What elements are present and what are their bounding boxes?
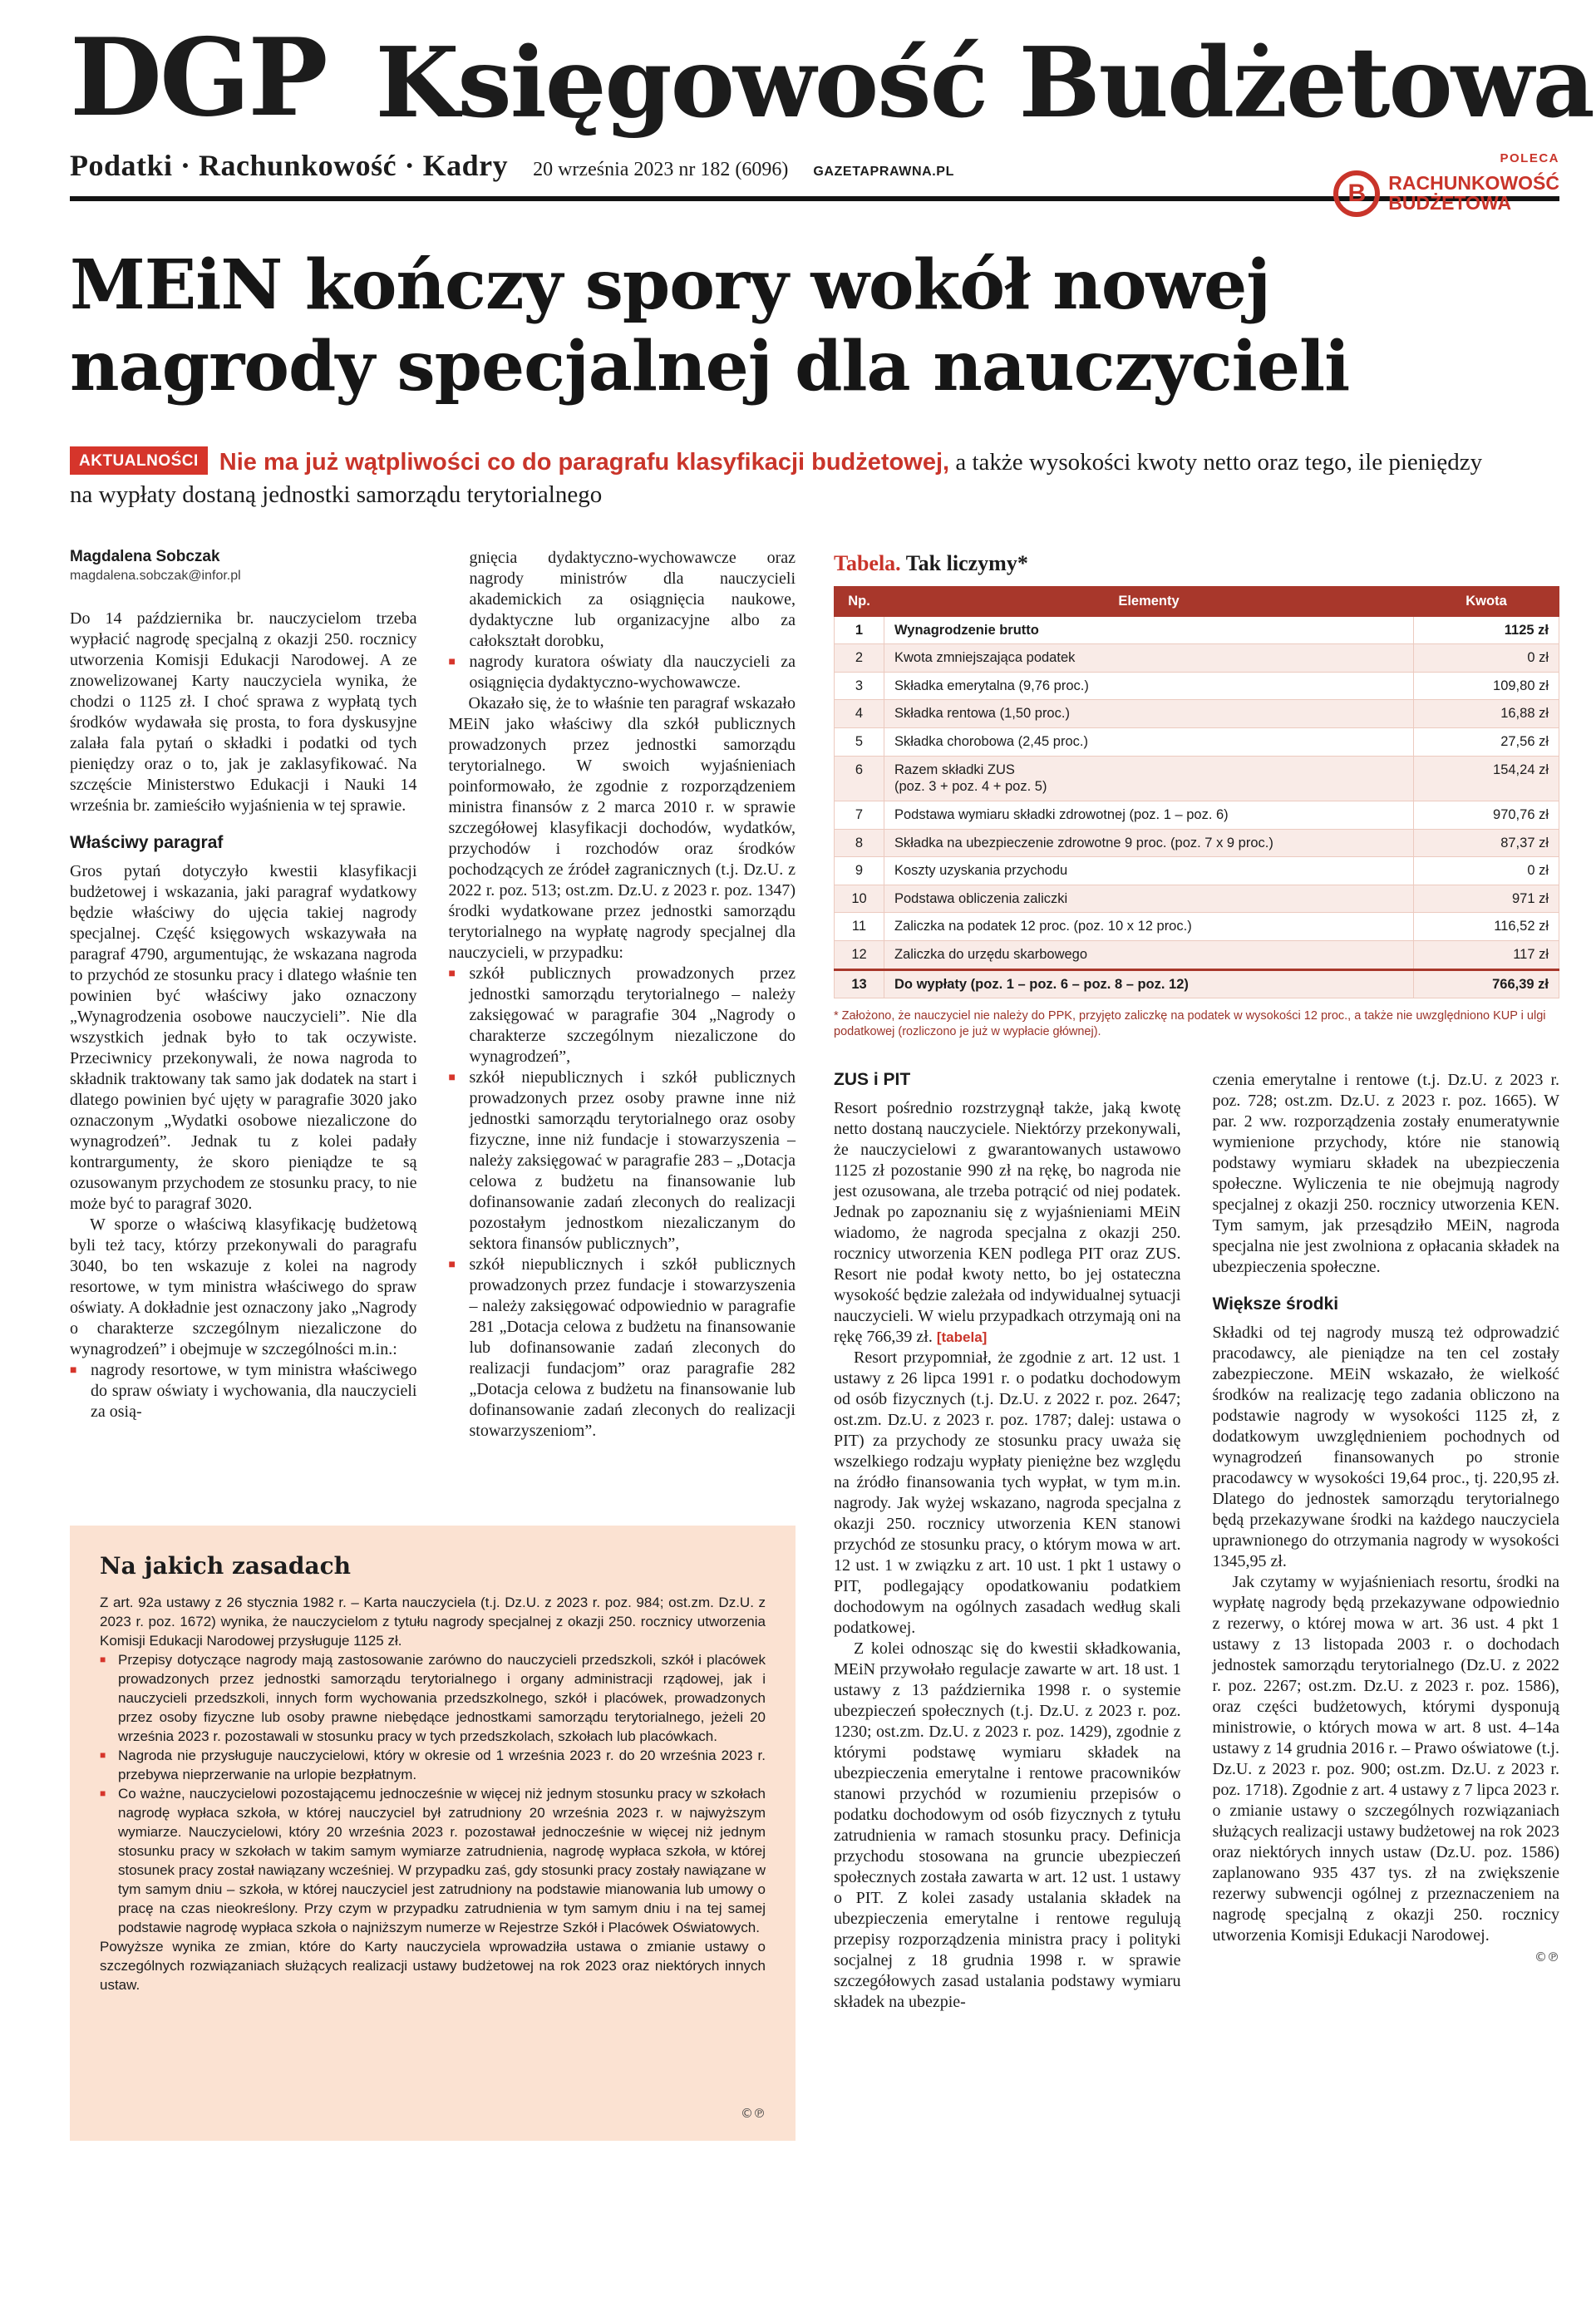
paragraph: Resort przypomniał, że zgodnie z art. 12 ust. 1 ustawy z 26 lipca 1991 r. o podatku dochodowym od osób fizycznych (t.j. Dz.U. z 2022 r. poz. 2647; ost.zm. Dz.U. z 2023 r. poz. 1787; dalej: ustawa o PIT) za przychody ze stosunku pracy uważa się wszelkiego rodzaju wypłaty pieniężne bez względu na źródło finansowania tych wypłat, w tym m.in. nagrody. Jak wyżej wskazano, nagroda specjalna z okazji 250. rocznicy utworzenia KEN stanowi przychód ze stosunku pracy, o którym mowa w art. 12 ust. 1 w związku z art. 10 ust. 1 pkt 1 ustawy o PIT, podlegający opodatkowaniu podatkiem dochodowym na ogólnych zasadach według skali podatkowej. — [834, 1348, 1181, 1638]
cell-amount: 154,24 zł — [1414, 756, 1559, 801]
box-paragraph: Powyższe wynika ze zmian, które do Karty nauczyciela wprowadziła ustawa o zmianie ustawy o szczególnych rozwiązaniach służących realizacji ustawy budżetowej na rok 2023 oraz niektórych innych ustaw. — [100, 1938, 766, 1993]
cell-element: Kwota zmniejszająca podatek — [884, 644, 1414, 673]
cell-element: Do wypłaty (poz. 1 – poz. 6 – poz. 8 – poz. 12) — [884, 969, 1414, 998]
table-row — [835, 616, 1559, 644]
cell-element: Zaliczka do urzędu skarbowego — [884, 941, 1414, 970]
subhead-wlasciwy-paragraf: Właściwy paragraf — [70, 832, 224, 852]
table-row — [835, 829, 1559, 857]
cell-amount: 0 zł — [1414, 857, 1559, 885]
bullet-item: ■ nagrody resortowe, w tym ministra właściwego do spraw oświaty i wychowania, dla nauczycieli za osią- — [70, 1360, 417, 1422]
aktualnosci-badge: AKTUALNOŚCI — [70, 446, 208, 475]
sidebar-box-na-jakich-zasadach — [70, 1526, 796, 2141]
paragraph: Jak czytamy w wyjaśnieniach resortu, środki na wypłatę nagrody będą przekazywane odpowiednio z rezerwy, o której mowa w art. 36 ust. 4 pkt 1 ustawy z 13 listopada 2003 r. o dochodach jednostek samorządu terytorialnego (Dz.U. z 2022 r. poz. 2267; ost.zm. Dz.U. z 2023 r. poz. 1586), oraz części budżetowych, którymi dysponują ministrowie, o których mowa w art. 8 ust. 4–14a ustawy z 14 grudnia 2016 r. – Prawo oświatowe (t.j. Dz.U. z 2023 r. poz. 900; ost.zm. Dz.U. z 2023 r. poz. 1718). Zgodnie z art. 4 ustawy z 7 lipca 2023 r. o zmianie ustawy o szczególnych rozwiązaniach służących realizacji ustawy budżetowej na rok 2023 oraz niektórych innych ustaw (Dz.U. poz. 1586) zaplanowano 935 437 tys. zł na zwiększenie rezerwy subwencji ogólnej z przeznaczeniem na nagrodę specjalną z okazji 250. rocznicy utworzenia Komisji Edukacji Narodowej. — [1212, 1573, 1559, 1945]
bullet-continuation: gnięcia dydaktyczno-wychowawcze oraz nagrody ministrów dla nauczycieli akademickich za osiągnięcia naukowe, dydaktyczne lub organizacyjne albo za całokształt dorobku, — [469, 548, 796, 650]
table-body — [835, 616, 1559, 998]
table-row — [835, 885, 1559, 913]
dgp-logo: DGP — [70, 16, 326, 140]
cell-element: Składka chorobowa (2,45 proc.) — [884, 728, 1414, 757]
paragraph: czenia emerytalne i rentowe (t.j. Dz.U. z 2023 r. poz. 728; ost.zm. Dz.U. z 2023 r. poz. 1665). W par. 2 ww. rozporządzenia zostały enumeratywnie wymienione przychody, które nie stanowią podstawy wymiaru składek na ubezpieczenia społeczne. Wyliczenia te nie obejmują nagrody specjalnej z okazji 250. rocznicy utworzenia KEN. Tym samym, jak przesądziło MEiN, nagroda specjalna nie jest zwolniona z opłacania składek na ubezpieczenia społeczne. — [1212, 1071, 1559, 1277]
cell-number: 2 — [835, 644, 884, 673]
masthead — [70, 16, 1594, 214]
bullet-item: ■ szkół niepublicznych i szkół publicznych prowadzonych przez fundacje i stowarzyszenia – należy zaksięgować odpowiednio w paragrafie 281 „Dotacja celowa z budżetu na finansowanie lub dofinansowanie zadań zleconych do realizacji fundacjom” oraz paragrafie 282 „Dotacja celowa z budżetu na finansowanie lub dofinansowanie zadań zleconych do realizacji stowarzyszeniom”. — [449, 1255, 796, 1442]
subhead-wieksze-srodki: Większe środki — [1212, 1294, 1339, 1314]
paragraph: Gros pytań dotyczyło kwestii klasyfikacji budżetowej i wskazania, jaki paragraf wydatkowy będzie właściwy do ujęcia takiej nagrody specjalnej. Część księgowych wskazywała na paragraf 4790, argumentując, że wskazana nagroda to przychód ze stosunku pracy i dlatego właśnie ten powinien być właściwy jako oznaczony „Wynagrodzenia osobowe nauczycieli”. Nie dla wszystkich jednak było to tak oczywiste. Przeciwnicy przekonywali, że nowa nagroda to składnik traktowany tak samo jak dodatek na start i dlatego powinien być ujęty w paragrafie 3020 jako oznaczonym „Wydatki osobowe niezaliczone do wynagrodzeń”. Jednak tu z kolei padały kontrargumenty, że skoro pieniądze te są ozusowanym przychodem ze stosunku pracy, to nie może być to paragraf 3020. — [70, 861, 417, 1213]
rb-logo-icon: B — [1333, 170, 1380, 217]
paragraph: Z kolei odnosząc się do kwestii składkowania, MEiN przywołało regulacje zawarte w art. 18 ust. 1 ustawy z 13 października 1998 r. o systemie ubezpieczeń społecznych (t.j. Dz.U. z 2023 r. poz. 1230; ost.zm. Dz.U. z 2023 r. poz. 1429), zgodnie z którymi podstawę wymiaru składek na ubezpieczenia emerytalne i rentowe pracowników stanowi przychód w rozumieniu przepisów o podatku dochodowym od osób fizycznych z tytułu zatrudnienia w ramach stosunku pracy. Definicja przychodu stosowana na gruncie ubezpieczeń społecznych została zawarta w art. 12 ust. 1 ustawy o PIT. Z kolei zasady ustalania składek na ubezpieczenia emerytalne i rentowe regulują przepisy rozporządzenia ministra pracy i polityki socjalnej z 18 grudnia 1998 r. w sprawie szczegółowych zasad ustalania podstawy wymiaru składek na ubezpie- — [834, 1639, 1181, 2012]
cell-element: Zaliczka na podatek 12 proc. (poz. 10 x 12 proc.) — [884, 913, 1414, 941]
table-row — [835, 756, 1559, 801]
bullet-item: ■ szkół publicznych prowadzonych przez jednostki samorządu terytorialnego – należy zaksięgować w paragrafie 304 „Nagrody o charakterze szczególnym niezaliczone do wynagrodzeń”, — [449, 964, 796, 1067]
cell-amount: 116,52 zł — [1414, 913, 1559, 941]
cell-element: Podstawa obliczenia zaliczki — [884, 885, 1414, 913]
subhead-zus-i-pit: ZUS i PIT — [834, 1070, 911, 1090]
cell-amount: 970,76 zł — [1414, 801, 1559, 829]
topics-label: Podatki · Rachunkowość · Kadry — [70, 149, 509, 182]
issue-info: 20 września 2023 nr 182 (6096) — [533, 159, 789, 180]
lead-paragraph — [70, 446, 1483, 511]
box-bullet-item: ■ Przepisy dotyczące nagrody mają zastosowanie zarówno do nauczycieli przedszkoli, szkół i placówek prowadzonych przez jednostki samorządu terytorialnego i organy administracji rządowej, jak i nauczycieli przedszkoli, innych form wychowania przedszkolnego, szkół i placówek, prowadzonych przez osoby fizyczne lub osoby prawne niebędące jednostkami samorządu terytorialnego, jeżeli 20 września 2023 r. pozostawali w stosunku pracy w tych przedszkolach, szkołach lub placówkach. — [100, 1650, 766, 1746]
paragraph: W sporze o właściwą klasyfikację budżetową byli też tacy, którzy przekonywali do paragrafu 3040, bo ten wskazuje z kolei na nagrody resortowe, w tym ministra właściwego do spraw oświaty. A dokładnie jest oznaczony jako „Nagrody o charakterze szczególnym niezaliczone do wynagrodzeń” i obejmuje w szczególności m.in.: — [70, 1215, 417, 1358]
left-columns — [70, 548, 796, 1496]
cell-number: 3 — [835, 672, 884, 700]
paragraph: Składki od tej nagrody muszą też odprowadzić pracodawcy, ale pieniądze na ten cel zostały zabezpieczone. MEiN wskazało, że wielkość środków na realizację tego zadania obliczono na podstawie nagrody w wysokości 1125 zł, z dodatkowym uwzględnieniem pochodnych od wynagrodzeń finansowanych po stronie pracodawcy w wysokości 19,64 proc., tj. 220,95 zł. Dlatego do jednostek samorządu terytorialnego będą przekazywane środki na każdego nauczyciela uprawnionego do otrzymania nagrody w wysokości 1345,95 zł. — [1212, 1324, 1559, 1571]
article-column-1 — [70, 548, 417, 1422]
table-reference: [tabela] — [936, 1329, 988, 1346]
box-paragraph: Z art. 92a ustawy z 26 stycznia 1982 r. – Karta nauczyciela (t.j. Dz.U. z 2023 r. poz. 984; ost.zm. Dz.U. z 2023 r. poz. 1672) wynika, że nauczycielom z tytułu nagrody specjalnej z okazji 250. rocznicy utworzenia Komisji Edukacji Narodowej przysługuje 1125 zł. — [100, 1594, 766, 1649]
cell-element: Wynagrodzenie brutto — [884, 616, 1414, 644]
table-row — [835, 672, 1559, 700]
cell-element: Podstawa wymiaru składki zdrowotnej (poz. 1 – poz. 6) — [884, 801, 1414, 829]
box-bullet-item: ■ Co ważne, nauczycielowi pozostającemu jednocześnie w więcej niż jednym stosunku pracy w szkołach nagrodę wypłaca szkoła, w której nauczyciel był zatrudniony 20 września 2023 r. w najwyższym wymiarze. Nauczycielowi, który 20 września 2023 r. pozostawał jednocześnie w więcej niż jednym stosunku pracy w szkołach w takim samym wymiarze zatrudnienia, nagrodę wypłaca szkoła, w której stosunek pracy został nawiązany wcześniej. W przypadku zaś, gdy stosunki pracy zostały nawiązane w tym samym dniu – szkoła, w której nauczyciel jest zatrudniony na podstawie mianowania lub umowy o pracę na czas nieokreślony. Przy czym w przypadku zatrudnienia w tym samym dniu i na tej samej podstawie nagrodę wypłaca szkoła o najniższym numerze w Rejestrze Szkół i Placówek Oświatowych. — [100, 1784, 766, 1937]
cell-element: Składka rentowa (1,50 proc.) — [884, 700, 1414, 728]
right-half — [834, 548, 1559, 2141]
paragraph: Do 14 października br. nauczycielom trzeba wypłacić nagrodę specjalną z okazji 250. rocznicy utworzenia Komisji Edukacji Narodowej. A ze znowelizowanej Karty nauczyciela wynika, że chodzi o 1125 zł. I choć sprawa z wypłatą tych środków wydawała się prosta, to fora dyskusyjne zalała fala pytań o składki i podatki od tych pieniędzy oraz o to, jak je zaklasyfikować. Na szczęście Ministerstwo Edukacji i Nauki 14 września br. zamieściło wyjaśnienia w tej sprawie. — [70, 609, 417, 815]
table-title-text: Tak liczymy* — [905, 550, 1028, 575]
column-header-elementy: Elementy — [884, 586, 1414, 616]
cell-number: 7 — [835, 801, 884, 829]
paragraph-text: Resort pośrednio rozstrzygnął także, jaką kwotę netto dostaną nauczyciele. Niektórzy przekonywali, że nauczycielowi z gwarantowanych ustawowo 1125 zł pozostanie 990 zł na rękę, bo nagroda nie jest ozusowana, ale trzeba potrącić od niej podatek. Jednak po zapoznaniu się z wyjaśnieniami MEiN wiadomo, że nagroda specjalna z okazji 250. rocznicy utworzenia KEN podlega PIT oraz ZUS. Resort nie podał kwoty netto, bo jej ostateczna wysokość będzie zależała od indywidualnej sytuacji nauczycieli. W wielu przypadkach otrzymają oni na rękę 766,39 zł. — [834, 1099, 1181, 1347]
table-row — [835, 801, 1559, 829]
cell-number: 1 — [835, 616, 884, 644]
copyright-mark: ©℗ — [1534, 1950, 1559, 1965]
cell-element: Składka na ubezpieczenie zdrowotne 9 proc. (poz. 7 x 9 proc.) — [884, 829, 1414, 857]
paragraph: Okazało się, że to właśnie ten paragraf wskazało MEiN jako właściwy dla szkół publicznych prowadzonych przez jednostki samorządu terytorialnego. W swoich wyjaśnieniach poinformowało, że zgodnie z rozporządzeniem ministra finansów z 2 marca 2010 r. w sprawie szczegółowej klasyfikacji dochodów, wydatków, przychodów i rozchodów oraz środków pochodzących ze źródeł zagranicznych (t.j. Dz.U. z 2022 r. poz. 513; ost.zm. Dz.U. z 2023 r. poz. 1347) środki wydatkowane przez jednostki samorządu terytorialnego na wypłatę nagrody specjalnej dla nauczycieli, w przypadku: — [448, 693, 796, 962]
rachunkowosc-budzetowa-logo — [1333, 170, 1559, 217]
promo-block — [1333, 151, 1559, 217]
cell-element: Razem składki ZUS (poz. 3 + poz. 4 + poz. 5) — [884, 756, 1414, 801]
bullet-item: ■ nagrody kuratora oświaty dla nauczycieli za osiągnięcia dydaktyczno-wychowawcze. — [449, 652, 796, 693]
cell-amount: 1125 zł — [1414, 616, 1559, 644]
cell-amount: 27,56 zł — [1414, 728, 1559, 757]
cell-number: 6 — [835, 756, 884, 801]
column-header-np: Np. — [835, 586, 884, 616]
cell-element: Koszty uzyskania przychodu — [884, 857, 1414, 885]
rb-logo-line1: RACHUNKOWOŚĆ — [1388, 172, 1559, 195]
author-email: magdalena.sobczak@infor.pl — [70, 568, 241, 583]
cell-amount: 16,88 zł — [1414, 700, 1559, 728]
table-title — [834, 551, 1559, 576]
right-columns — [834, 1070, 1559, 2013]
cell-number: 5 — [835, 728, 884, 757]
cell-number: 8 — [835, 829, 884, 857]
table-label: Tabela. — [834, 550, 901, 575]
poleca-label: POLECA — [1500, 151, 1559, 165]
table-section — [834, 551, 1559, 1041]
cell-amount: 971 zł — [1414, 885, 1559, 913]
table-row — [835, 941, 1559, 970]
lead-rest: a także wysokości kwoty netto oraz tego, ile pieniędzy na wypłaty dostaną jednostki samorządu terytorialnego — [70, 448, 1483, 508]
rb-logo-text — [1388, 174, 1559, 214]
cell-number: 11 — [835, 913, 884, 941]
lead-highlight: Nie ma już wątpliwości co do paragrafu klasyfikacji budżetowej, — [219, 448, 950, 476]
article-column-4 — [1213, 1070, 1560, 1965]
table-header-row — [835, 586, 1559, 616]
author-name: Magdalena Sobczak — [70, 547, 220, 565]
table-footnote: * Założono, że nauczyciel nie należy do PPK, przyjęto zaliczkę na podatek w wysokości 12 proc., a także nie uwzględniono KUP i ulgi podatkowej (rozliczono je już w wypłacie głównej). — [834, 1009, 1546, 1039]
site-label: GAZETAPRAWNA.PL — [813, 165, 954, 179]
cell-amount: 87,37 zł — [1414, 829, 1559, 857]
table-row — [835, 857, 1559, 885]
page-title — [70, 244, 1559, 408]
table-row — [835, 969, 1559, 998]
headline-line2: nagrody specjalnej dla nauczycieli — [70, 327, 1350, 407]
cell-number: 10 — [835, 885, 884, 913]
table-head — [835, 586, 1559, 616]
table-row — [835, 700, 1559, 728]
article-column-2 — [449, 548, 796, 1442]
box-bullet-item: ■ Nagroda nie przysługuje nauczycielowi, który w okresie od 1 września 2023 r. do 20 września 2023 r. przebywa nieprzerwanie na urlopie bezpłatnym. — [100, 1746, 766, 1784]
table-row — [835, 644, 1559, 673]
left-half — [70, 548, 796, 2141]
cell-number: 9 — [835, 857, 884, 885]
column-header-kwota: Kwota — [1414, 586, 1559, 616]
paragraph — [834, 1098, 1181, 1348]
byline — [70, 548, 417, 584]
cell-number: 4 — [835, 700, 884, 728]
cell-amount: 0 zł — [1414, 644, 1559, 673]
table-row — [835, 913, 1559, 941]
copyright-mark: ©℗ — [741, 2105, 766, 2121]
cell-amount: 766,39 zł — [1414, 969, 1559, 998]
table-row — [835, 728, 1559, 757]
headline-line1: MEiN kończy spory wokół nowej — [70, 245, 1270, 325]
rb-logo-line2: BUDŻETOWA — [1388, 192, 1512, 214]
cell-element: Składka emerytalna (9,76 proc.) — [884, 672, 1414, 700]
cell-number: 13 — [835, 969, 884, 998]
cell-number: 12 — [835, 941, 884, 970]
box-title: Na jakich zasadach — [100, 1551, 352, 1580]
cell-amount: 117 zł — [1414, 941, 1559, 970]
summary-table — [834, 586, 1559, 999]
article-body — [70, 548, 1559, 2141]
cell-amount: 109,80 zł — [1414, 672, 1559, 700]
article-column-3 — [834, 1070, 1181, 2013]
publication-title: Księgowość Budżetowa — [375, 27, 1594, 140]
bullet-item: ■ szkół niepublicznych i szkół publicznych prowadzonych przez osoby prawne inne niż jednostki samorządu terytorialnego oraz osoby fizyczne, inne niż fundacje i stowarzyszenia – należy zaksięgować w paragrafie 283 – „Dotacja celowa z budżetu na finansowanie lub dofinansowanie zadań zleconych do realizacji pozostałym jednostkom niezaliczanym do sektora finansów publicznych”, — [449, 1067, 796, 1255]
masthead-brand-row — [70, 16, 1594, 140]
